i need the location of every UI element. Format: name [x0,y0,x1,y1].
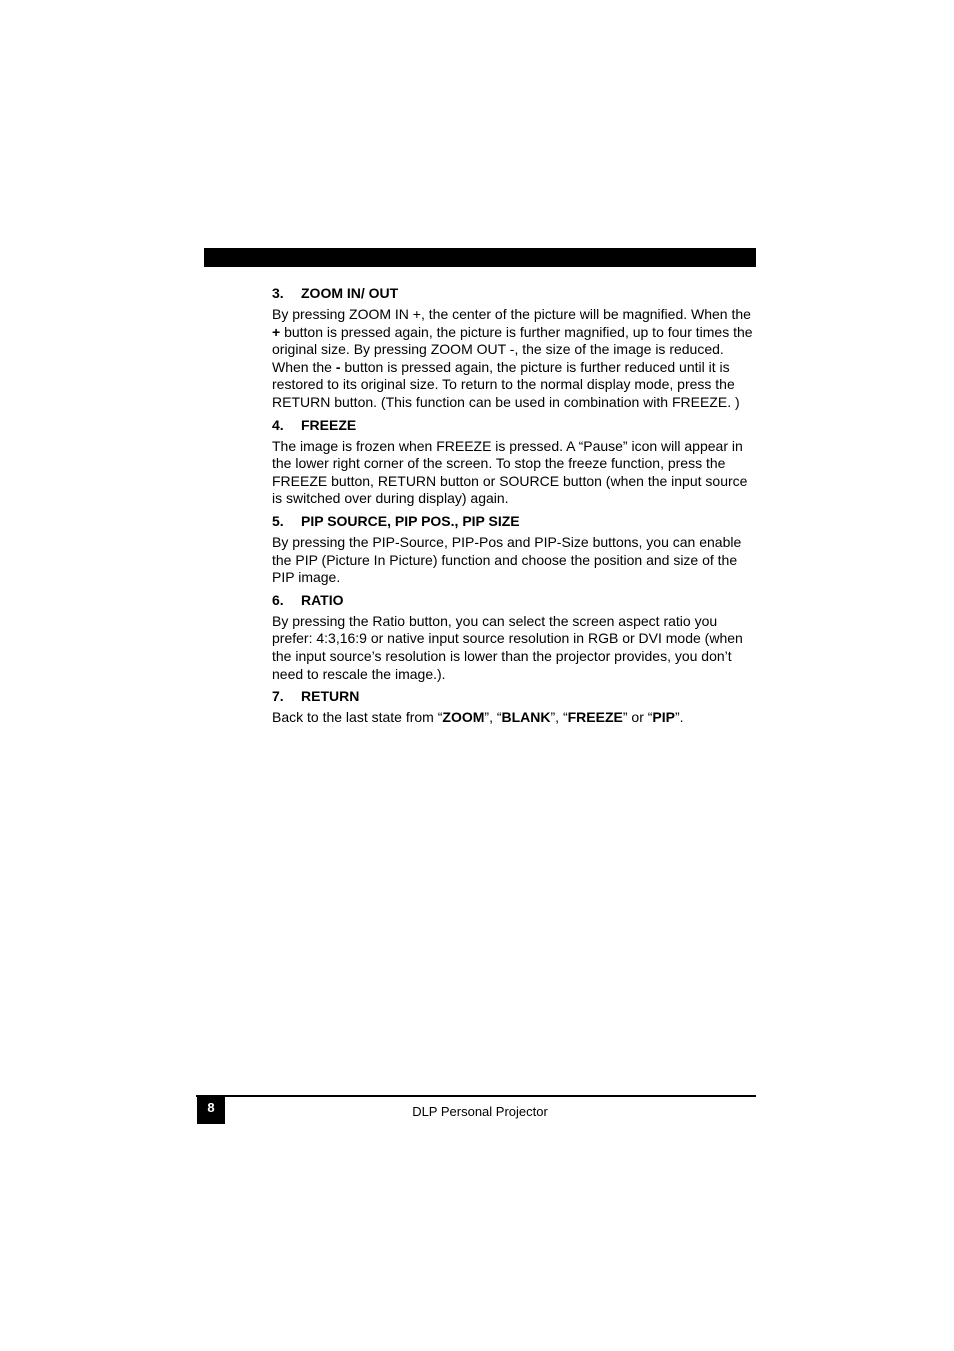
section-number: 7. [272,688,284,705]
footer-title: DLP Personal Projector [412,1104,548,1119]
section-body-pip: By pressing the PIP-Source, PIP-Pos and PIP-Size buttons, you can enable the PIP (Picture In Picture) function and choose the position and size of the PIP image. [272,533,742,586]
section-number: 5. [272,512,284,529]
section-body-zoom [272,306,756,412]
section-heading-freeze [272,417,756,434]
bold-zoom: ZOOM [442,709,485,726]
page-number: 8 [197,1095,225,1124]
section-heading-zoom [272,285,756,302]
section-body-return [272,709,756,727]
text-run: button is pressed again, the picture is further magnified, up to four times the original size. By pressing ZOOM OUT -, the size of the image is reduced. When the [272,323,753,375]
text-run: By pressing ZOOM IN +, the center of the picture will be magnified. When the [272,306,751,322]
bold-pip: PIP [652,709,675,726]
text-run: button is pressed again, the picture is further reduced until it is restored to its original size. To return to the normal display mode, press the RETURN button. (This function can be used in combination with FREEZE. ) [272,358,740,410]
section-heading-return [272,688,756,705]
section-number: 3. [272,285,284,301]
bold-minus: - [335,358,341,375]
footer-rule [196,1095,756,1097]
section-number: 6. [272,591,284,608]
text-run: Back to the last state from “ [272,709,443,726]
text-run: ”. [675,709,684,726]
section-body-freeze: The image is frozen when FREEZE is pressed. A “Pause” icon will appear in the lower right corner of the screen. To stop the freeze function, press the FREEZE button, RETURN button or SOURCE button (when the input source is switched over during display) again. [272,437,748,507]
bold-blank: BLANK [501,709,551,726]
section-heading-ratio [272,592,756,609]
section-title: ZOOM IN/ OUT [301,285,399,301]
bold-plus: + [272,323,281,340]
section-number: 4. [272,416,284,433]
text-run: ”, “ [484,709,502,726]
section-body-ratio: By pressing the Ratio button, you can select the screen aspect ratio you prefer: 4:3,16:9 or native input source resolution in RGB or DVI mode (when the input source’s resolution is lower than the projector provides, you don’t need to rescale the image.). [272,612,743,682]
section-title: FREEZE [301,416,357,433]
section-heading-pip [272,513,756,530]
text-run: ” or “ [622,709,653,726]
section-title: RETURN [301,688,360,705]
bold-freeze: FREEZE [567,709,623,726]
text-run: ”, “ [550,709,568,726]
document-body [272,285,756,732]
section-title: PIP SOURCE, PIP POS., PIP SIZE [301,512,520,529]
header-bar [204,248,756,267]
section-title: RATIO [301,591,344,608]
